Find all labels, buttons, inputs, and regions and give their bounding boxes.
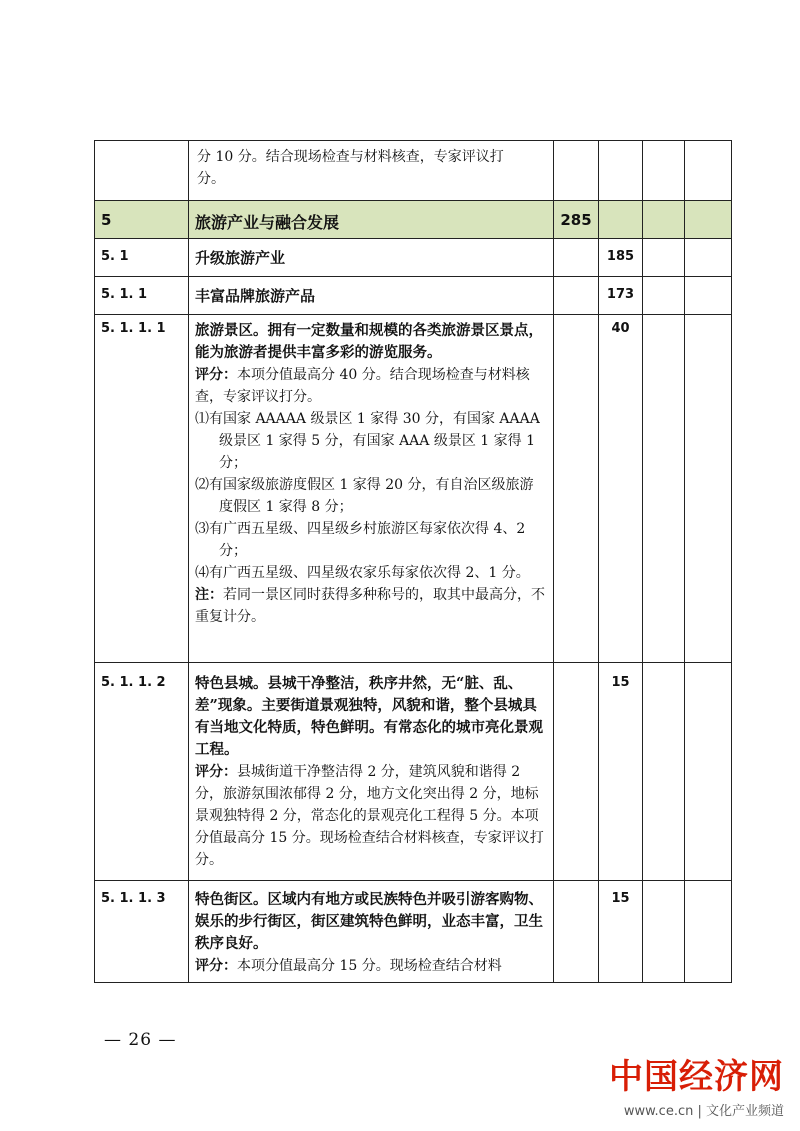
scoring-text: 本项分值最高分 40 分。结合现场检查与材料核查，专家评议打分。 — [195, 367, 530, 405]
scoring-item: ⑵有国家级旅游度假区 1 家得 20 分，有自治区级旅游度假区 1 家得 8 分； — [195, 477, 534, 515]
item-requirement: 特色街区。区域内有地方或民族特色并吸引游客购物、娱乐的步行街区，街区建筑特色鲜明，业态丰富，卫生秩序良好。 — [195, 891, 543, 952]
item-number: 5. 1 — [101, 249, 129, 264]
item-number-cell — [95, 141, 189, 201]
scoring-item: ⑴有国家 AAAAA 级景区 1 家得 30 分，有国家 AAAA 级景区 1 家得 5 分，有国家 AAA 级景区 1 家得 1 分； — [195, 411, 540, 471]
table-row — [95, 141, 732, 201]
item-score: 15 — [611, 891, 630, 906]
item-number: 5. 1. 1. 2 — [101, 675, 166, 690]
scoring-item: ⑶有广西五星级、四星级乡村旅游区每家依次得 4、2 分； — [195, 521, 526, 559]
table-row — [95, 277, 732, 315]
item-number: 5. 1. 1. 1 — [101, 321, 166, 336]
section-score: 285 — [560, 211, 592, 229]
item-number: 5. 1. 1 — [101, 287, 148, 302]
item-title: 升级旅游产业 — [195, 249, 286, 267]
item-score: 173 — [606, 287, 635, 302]
watermark-subtitle: www.ce.cn | 文化产业频道 — [623, 1104, 784, 1119]
page-number: — 26 — — [104, 1030, 177, 1050]
table-row — [95, 663, 732, 881]
table-row — [95, 239, 732, 277]
item-score: 40 — [611, 321, 630, 336]
section-title: 旅游产业与融合发展 — [195, 213, 340, 232]
continued-text-line: 分。 — [197, 171, 225, 187]
scoring-label: 评分： — [195, 958, 237, 974]
item-score: 15 — [611, 675, 630, 690]
scoring-item: ⑷有广西五星级、四星级农家乐每家依次得 2、1 分。 — [195, 565, 530, 581]
item-content-cell — [189, 141, 554, 201]
watermark — [609, 1049, 784, 1119]
table-row — [95, 315, 732, 663]
item-score: 185 — [606, 249, 635, 264]
scoring-label: 评分： — [195, 764, 237, 780]
item-title: 丰富品牌旅游产品 — [195, 287, 316, 305]
evaluation-table — [94, 140, 732, 983]
section-header-row — [95, 201, 732, 239]
item-requirement: 特色县城。县城干净整洁，秩序井然，无“脏、乱、差”现象。主要街道景观独特，风貌和谐，整个县城具有当地文化特质，特色鲜明。有常态化的城市亮化景观工程。 — [195, 675, 543, 758]
scoring-label: 评分： — [195, 367, 237, 383]
note-text: 若同一景区同时获得多种称号的，取其中最高分，不重复计分。 — [195, 587, 545, 625]
scoring-text: 本项分值最高分 15 分。现场检查结合材料 — [237, 958, 502, 974]
watermark-logo: 中国经济网 — [609, 1057, 784, 1097]
item-number: 5. 1. 1. 3 — [101, 891, 166, 906]
scoring-text: 县城街道干净整洁得 2 分，建筑风貌和谐得 2 分，旅游氛围浓郁得 2 分，地方文化突出得 2 分，地标景观独特得 2 分，常态化的景观亮化工程得 5 分。本项分值最高分 15 分。现场检查结合材料核查，专家评议打分。 — [195, 764, 544, 868]
table-row — [95, 881, 732, 983]
item-requirement: 旅游景区。拥有一定数量和规模的各类旅游景区景点，能为旅游者提供丰富多彩的游览服务。 — [195, 322, 543, 361]
continued-text-line: 分 10 分。结合现场检查与材料核查，专家评议打 — [197, 149, 504, 165]
note-label: 注： — [195, 587, 223, 603]
section-number: 5 — [101, 211, 112, 229]
